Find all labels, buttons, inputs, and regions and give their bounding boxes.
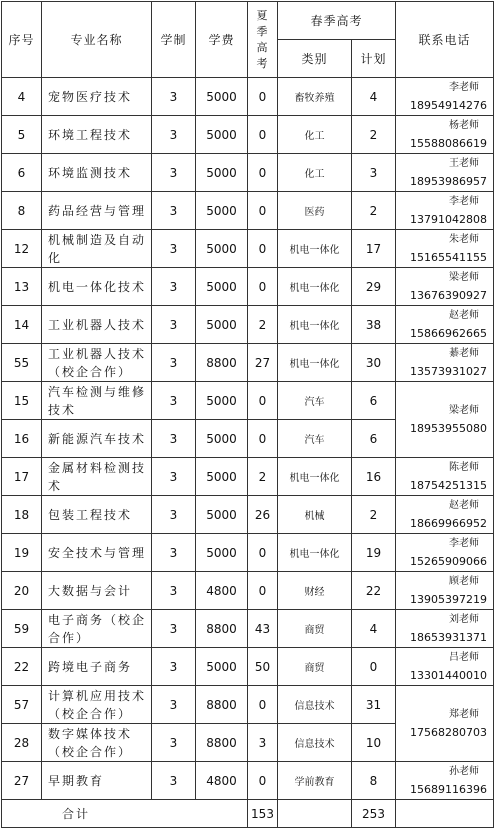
table-row: [2, 268, 494, 306]
cell-plan: 22: [352, 572, 396, 610]
contact-name: 赵老师: [449, 499, 479, 511]
cell-summer-count: 0: [248, 268, 278, 306]
cell-years: 3: [152, 534, 196, 572]
cell-major: 包装工程技术: [42, 496, 152, 534]
cell-major: 大数据与会计: [42, 572, 152, 610]
cell-summer-count: 2: [248, 458, 278, 496]
cell-years: 3: [152, 458, 196, 496]
cell-major: 安全技术与管理: [42, 534, 152, 572]
contact-name: 郑老师: [449, 708, 479, 720]
cell-years: 3: [152, 192, 196, 230]
cell-summer-count: 0: [248, 116, 278, 154]
cell-fee: 4800: [196, 572, 248, 610]
cell-years: 3: [152, 648, 196, 686]
contact-phone: 18953986957: [410, 174, 487, 188]
cell-plan: 19: [352, 534, 396, 572]
table-row: [2, 610, 494, 648]
header-summer-char: 季: [256, 24, 269, 38]
cell-years: 3: [152, 382, 196, 420]
table-row: [2, 306, 494, 344]
contact-name: 孙老师: [449, 765, 479, 777]
cell-plan: 29: [352, 268, 396, 306]
cell-fee: 8800: [196, 724, 248, 762]
cell-plan: 30: [352, 344, 396, 382]
table-header: [2, 2, 494, 78]
contact-phone: 18754251315: [410, 478, 487, 492]
cell-seq: 57: [2, 686, 42, 724]
cell-years: 3: [152, 610, 196, 648]
table-row: [2, 572, 494, 610]
cell-major: 宠物医疗技术: [42, 78, 152, 116]
total-row: [2, 800, 494, 828]
table-body: [2, 78, 494, 828]
table-row: [2, 116, 494, 154]
cell-fee: 8800: [196, 686, 248, 724]
cell-contact: [396, 382, 494, 458]
cell-category: 机电一体化: [278, 534, 352, 572]
cell-category: 信息技术: [278, 686, 352, 724]
contact-phone: 15588086619: [410, 136, 487, 150]
cell-plan: 17: [352, 230, 396, 268]
cell-years: 3: [152, 344, 196, 382]
header-major: 专业名称: [42, 2, 152, 78]
cell-contact: [396, 610, 494, 648]
cell-seq: 16: [2, 420, 42, 458]
cell-plan: 31: [352, 686, 396, 724]
header-summer-exam: [248, 2, 278, 78]
header-seq: 序号: [2, 2, 42, 78]
cell-category: 机电一体化: [278, 268, 352, 306]
cell-summer-count: 27: [248, 344, 278, 382]
contact-phone: 15689116396: [410, 782, 487, 796]
cell-category: 商贸: [278, 648, 352, 686]
contact-phone: 13791042808: [410, 212, 487, 226]
contact-phone: 15165541155: [410, 250, 487, 264]
cell-years: 3: [152, 306, 196, 344]
cell-seq: 59: [2, 610, 42, 648]
cell-category: 财经: [278, 572, 352, 610]
cell-seq: 13: [2, 268, 42, 306]
cell-plan: 6: [352, 420, 396, 458]
cell-major: 跨境电子商务: [42, 648, 152, 686]
contact-phone: 15265909066: [410, 554, 487, 568]
cell-contact: [396, 572, 494, 610]
cell-major: 早期教育: [42, 762, 152, 800]
header-summer-char: 夏: [256, 8, 269, 22]
cell-major: 计算机应用技术（校企合作）: [42, 686, 152, 724]
cell-contact: [396, 534, 494, 572]
table-row: [2, 230, 494, 268]
cell-category: 化工: [278, 154, 352, 192]
contact-phone: 13676390927: [410, 288, 487, 302]
header-spring-exam: 春季高考: [278, 2, 396, 40]
header-summer-char: 高: [256, 40, 269, 54]
cell-summer-count: 3: [248, 724, 278, 762]
cell-fee: 5000: [196, 230, 248, 268]
cell-seq: 12: [2, 230, 42, 268]
contact-phone: 18954914276: [410, 98, 487, 112]
cell-fee: 5000: [196, 648, 248, 686]
cell-category: 畜牧养殖: [278, 78, 352, 116]
contact-phone: 17568280703: [410, 725, 487, 739]
cell-seq: 5: [2, 116, 42, 154]
cell-summer-count: 0: [248, 572, 278, 610]
contact-phone: 18669966952: [410, 516, 487, 530]
contact-name: 綦老师: [449, 347, 479, 359]
cell-contact: [396, 458, 494, 496]
cell-fee: 8800: [196, 344, 248, 382]
cell-category: 机电一体化: [278, 230, 352, 268]
cell-fee: 5000: [196, 306, 248, 344]
cell-plan: 10: [352, 724, 396, 762]
contact-name: 李老师: [449, 537, 479, 549]
cell-seq: 14: [2, 306, 42, 344]
cell-plan: 6: [352, 382, 396, 420]
cell-fee: 5000: [196, 78, 248, 116]
cell-category: 机电一体化: [278, 344, 352, 382]
cell-fee: 8800: [196, 610, 248, 648]
table-row: [2, 78, 494, 116]
contact-phone: 18653931371: [410, 630, 487, 644]
cell-plan: 3: [352, 154, 396, 192]
cell-plan: 2: [352, 496, 396, 534]
cell-major: 电子商务（校企合作）: [42, 610, 152, 648]
cell-fee: 5000: [196, 154, 248, 192]
total-summer: 153: [248, 800, 278, 828]
contact-name: 朱老师: [449, 233, 479, 245]
cell-category: 医药: [278, 192, 352, 230]
cell-seq: 55: [2, 344, 42, 382]
total-empty: [278, 800, 352, 828]
contact-name: 李老师: [449, 81, 479, 93]
table-row: [2, 382, 494, 420]
header-summer-char: 考: [256, 56, 269, 70]
cell-major: 数字媒体技术（校企合作）: [42, 724, 152, 762]
cell-seq: 27: [2, 762, 42, 800]
cell-category: 汽车: [278, 420, 352, 458]
cell-years: 3: [152, 154, 196, 192]
cell-contact: [396, 268, 494, 306]
cell-category: 机械: [278, 496, 352, 534]
cell-seq: 4: [2, 78, 42, 116]
cell-major: 汽车检测与维修技术: [42, 382, 152, 420]
cell-plan: 38: [352, 306, 396, 344]
cell-major: 工业机器人技术: [42, 306, 152, 344]
cell-contact: [396, 496, 494, 534]
total-contact-empty: [396, 800, 494, 828]
cell-seq: 28: [2, 724, 42, 762]
contact-phone: 15866962665: [410, 326, 487, 340]
cell-summer-count: 0: [248, 686, 278, 724]
cell-summer-count: 0: [248, 154, 278, 192]
contact-name: 杨老师: [449, 119, 479, 131]
table-row: [2, 344, 494, 382]
cell-contact: [396, 306, 494, 344]
contact-name: 吕老师: [449, 651, 479, 663]
cell-plan: 4: [352, 78, 396, 116]
cell-years: 3: [152, 762, 196, 800]
cell-plan: 8: [352, 762, 396, 800]
cell-summer-count: 2: [248, 306, 278, 344]
header-category: 类别: [278, 40, 352, 78]
contact-name: 李老师: [449, 195, 479, 207]
cell-major: 环境工程技术: [42, 116, 152, 154]
cell-contact: [396, 116, 494, 154]
contact-phone: 13573931027: [410, 364, 487, 378]
cell-plan: 2: [352, 116, 396, 154]
cell-major: 机电一体化技术: [42, 268, 152, 306]
contact-name: 陈老师: [449, 461, 479, 473]
cell-category: 机电一体化: [278, 306, 352, 344]
cell-summer-count: 0: [248, 78, 278, 116]
cell-years: 3: [152, 572, 196, 610]
contact-name: 赵老师: [449, 309, 479, 321]
cell-major: 工业机器人技术（校企合作）: [42, 344, 152, 382]
contact-phone: 13905397219: [410, 592, 487, 606]
cell-fee: 5000: [196, 382, 248, 420]
cell-seq: 20: [2, 572, 42, 610]
cell-plan: 2: [352, 192, 396, 230]
cell-contact: [396, 762, 494, 800]
cell-summer-count: 26: [248, 496, 278, 534]
table-row: [2, 534, 494, 572]
cell-years: 3: [152, 724, 196, 762]
cell-fee: 5000: [196, 496, 248, 534]
cell-fee: 5000: [196, 192, 248, 230]
cell-contact: [396, 648, 494, 686]
cell-seq: 18: [2, 496, 42, 534]
header-contact: 联系电话: [396, 2, 494, 78]
cell-contact: [396, 78, 494, 116]
cell-fee: 5000: [196, 116, 248, 154]
cell-fee: 5000: [196, 458, 248, 496]
cell-category: 信息技术: [278, 724, 352, 762]
cell-major: 药品经营与管理: [42, 192, 152, 230]
cell-fee: 4800: [196, 762, 248, 800]
header-fee: 学费: [196, 2, 248, 78]
cell-contact: [396, 344, 494, 382]
table-row: [2, 648, 494, 686]
header-years: 学制: [152, 2, 196, 78]
cell-major: 环境监测技术: [42, 154, 152, 192]
cell-seq: 6: [2, 154, 42, 192]
cell-summer-count: 43: [248, 610, 278, 648]
contact-name: 梁老师: [449, 271, 479, 283]
total-label: 合计: [2, 800, 248, 828]
cell-seq: 17: [2, 458, 42, 496]
cell-summer-count: 0: [248, 762, 278, 800]
cell-fee: 5000: [196, 420, 248, 458]
cell-plan: 0: [352, 648, 396, 686]
cell-years: 3: [152, 78, 196, 116]
cell-summer-count: 0: [248, 192, 278, 230]
cell-summer-count: 50: [248, 648, 278, 686]
cell-summer-count: 0: [248, 382, 278, 420]
enrollment-plan-table: [1, 1, 494, 828]
contact-name: 王老师: [449, 157, 479, 169]
contact-name: 梁老师: [449, 404, 479, 416]
cell-category: 化工: [278, 116, 352, 154]
table-row: [2, 686, 494, 724]
cell-seq: 8: [2, 192, 42, 230]
table-row: [2, 496, 494, 534]
cell-summer-count: 0: [248, 534, 278, 572]
cell-years: 3: [152, 116, 196, 154]
cell-fee: 5000: [196, 534, 248, 572]
cell-category: 学前教育: [278, 762, 352, 800]
cell-major: 机械制造及自动化: [42, 230, 152, 268]
cell-seq: 15: [2, 382, 42, 420]
cell-contact: [396, 154, 494, 192]
table-row: [2, 192, 494, 230]
cell-seq: 19: [2, 534, 42, 572]
table-row: [2, 154, 494, 192]
cell-major: 金属材料检测技术: [42, 458, 152, 496]
contact-phone: 18953955080: [410, 421, 487, 435]
cell-contact: [396, 230, 494, 268]
cell-fee: 5000: [196, 268, 248, 306]
table-row: [2, 458, 494, 496]
cell-summer-count: 0: [248, 420, 278, 458]
cell-years: 3: [152, 420, 196, 458]
cell-years: 3: [152, 686, 196, 724]
cell-category: 汽车: [278, 382, 352, 420]
cell-plan: 16: [352, 458, 396, 496]
cell-summer-count: 0: [248, 230, 278, 268]
cell-years: 3: [152, 268, 196, 306]
cell-category: 商贸: [278, 610, 352, 648]
cell-contact: [396, 686, 494, 762]
contact-phone: 13301440010: [410, 668, 487, 682]
contact-name: 刘老师: [449, 613, 479, 625]
table-row: [2, 762, 494, 800]
cell-years: 3: [152, 496, 196, 534]
cell-plan: 4: [352, 610, 396, 648]
cell-major: 新能源汽车技术: [42, 420, 152, 458]
total-plan: 253: [352, 800, 396, 828]
cell-years: 3: [152, 230, 196, 268]
contact-name: 顾老师: [449, 575, 479, 587]
header-plan: 计划: [352, 40, 396, 78]
cell-seq: 22: [2, 648, 42, 686]
cell-category: 机电一体化: [278, 458, 352, 496]
cell-contact: [396, 192, 494, 230]
